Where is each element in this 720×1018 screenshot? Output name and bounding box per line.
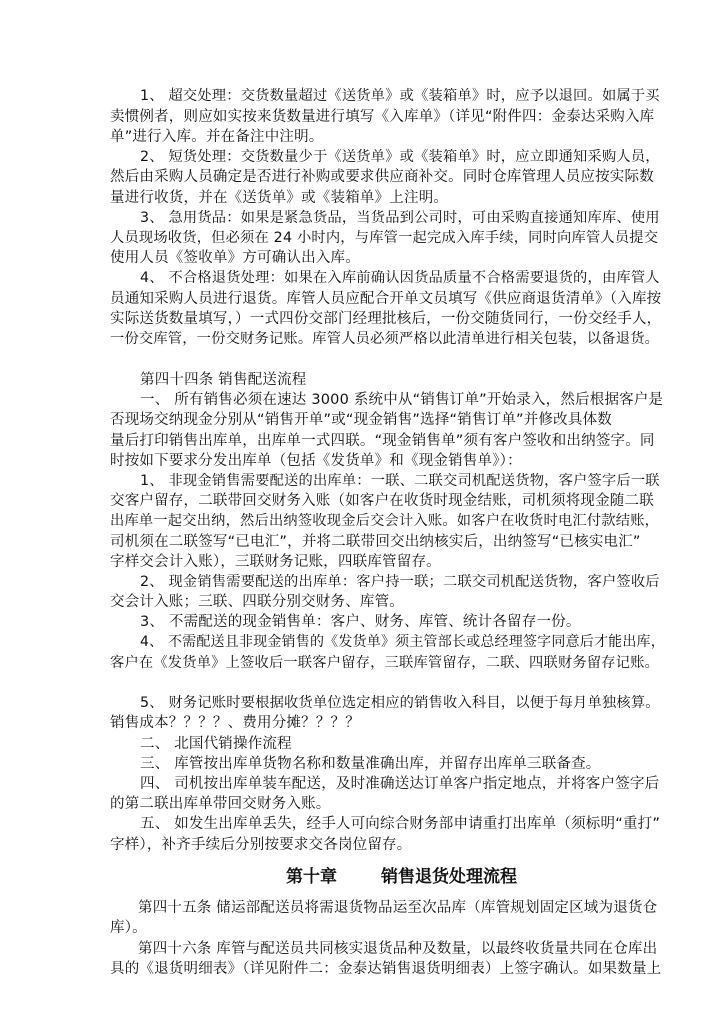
text-line: 一、 所有销售必须在速达 3000 系统中从“销售订单”开始录入，然后根据客户是 (140, 392, 664, 408)
text-line: 二、 北国代销操作流程 (140, 736, 292, 752)
text-line: 四、 司机按出库单装车配送，及时准确送达订单客户指定地点，并将客户签字后 (140, 776, 660, 792)
text-line: 量进行收货，并在《送货单》或《装箱单》上注明。 (110, 190, 449, 206)
text-line: 五、 如发生出库单丢失，经手人可向综合财务部申请重打出库单（须标明“重打” (140, 816, 661, 832)
article-heading: 第四十四条 销售配送流程 (140, 372, 307, 388)
text-line: 单”进行入库。并在备注中注明。 (110, 129, 324, 145)
chapter-heading (0, 865, 720, 889)
text-line: 1、 非现金销售需要配送的出库单：一联、二联交司机配送货物，客户签字后一联 (140, 473, 660, 489)
text-line: 4、 不合格退货处理：如果在入库前确认因货品质量不合格需要退货的，由库管人 (140, 270, 660, 286)
text-line: 人员现场收货，但必须在 24 小时内，与库管一起完成入库手续，同时向库管人员提交 (110, 230, 659, 246)
text-line: 字样交会计入账），三联财务记账，四联库管留存。 (110, 554, 441, 570)
text-line: 一份交库管，一份交财务记账。库管人员必须严格以此清单进行相关包装，以备退货。 (110, 331, 660, 347)
text-line: 1、 超交处理：交货数量超过《送货单》或《装箱单》时，应予以退回。如属于买 (140, 88, 660, 104)
text-line: 的第二联出库单带回交财务入账。 (110, 796, 331, 812)
text-line: 然后由采购人员确定是否进行补购或要求供应商补交。同时仓库管理人员应按实际数 (110, 169, 654, 185)
text-line: 客户在《发货单》上签收后一联客户留存，三联库管留存，二联、四联财务留存记账。 (110, 655, 660, 671)
text-line: 使用人员《签收单》方可确认出入库。 (110, 250, 360, 266)
text-line: 2、 现金销售需要配送的出库单：客户持一联；二联交司机配送货物，客户签收后 (140, 574, 660, 590)
text-line: 库）。 (110, 920, 147, 936)
text-line: 5、 财务记账时要根据收货单位选定相应的销售收入科目，以便于每月单独核算。 (140, 695, 660, 711)
text-line: 员通知采购人员进行退货。库管人员应配合开单文员填写《供应商退货清单》（入库按 (110, 291, 662, 307)
text-line: 出库单一起交出纳，然后出纳签收现金后交会计入账。如客户在收货时电汇付款结账， (110, 513, 660, 529)
chapter-title: 销售退货处理流程 (381, 867, 517, 887)
text-line: 2、 短货处理：交货数量少于《送货单》或《装箱单》时，应立即通知采购人员， (140, 149, 660, 165)
text-line: 具的《退货明细表》（详见附件二：金泰达销售退货明细表）上签字确认。如果数量上 (110, 961, 662, 977)
text-line: 3、 不需配送的现金销售单：客户、财务、库管、统计各留存一份。 (140, 614, 581, 630)
text-line: 量后打印销售出库单，出库单一式四联。“现金销售单”须有客户签收和出纳签字。同 (110, 433, 655, 449)
text-line: 时按如下要求分发出库单（包括《发货单》和《现金销售单》）： (110, 453, 522, 469)
text-line: 交客户留存，二联带回交财务入账（如客户在收货时现金结账，司机须将现金随二联 (110, 493, 654, 509)
text-line: 否现场交纳现金分别从“销售开单”或“现金销售”选择“销售订单”并修改具体数 (110, 412, 612, 428)
text-line: 司机须在二联签写“已电汇”，并将二联带回交出纳核实后，出纳签写“已核实电汇” (110, 534, 641, 550)
text-line: 三、 库管按出库单货物名称和数量准确出库，并留存出库单三联备查。 (140, 756, 601, 772)
text-line: 实际送货数量填写，）一式四份交部门经理批核后，一份交随货同行，一份交经手人， (110, 311, 662, 327)
text-line: 4、 不需配送且非现金销售的《发货单》须主管部长或总经理签字同意后才能出库， (140, 634, 665, 650)
text-line: 交会计入账；三联、四联分别交财务、库管。 (110, 594, 404, 610)
text-line: 销售成本？？？？、费用分摊？？？？ (110, 715, 360, 731)
text-line: 字样），补齐手续后分别按要求交各岗位留存。 (110, 837, 412, 853)
text-line: 3、 急用货品：如果是紧急货品，当货品到公司时，可由采购直接通知库库、使用 (140, 210, 660, 226)
text-line: 第四十六条 库管与配送员共同核实退货品种及数量，以最终收货量共同在仓库出 (138, 941, 658, 957)
text-line: 卖惯例者，则应如实按来货数量进行填写《入库单》（详见“附件四：金泰达采购入库 (110, 109, 655, 125)
chapter-number: 第十章 (286, 867, 337, 887)
text-line: 第四十五条 储运部配送员将需退货物品运至次品库（库管规划固定区域为退货仓 (138, 900, 658, 916)
